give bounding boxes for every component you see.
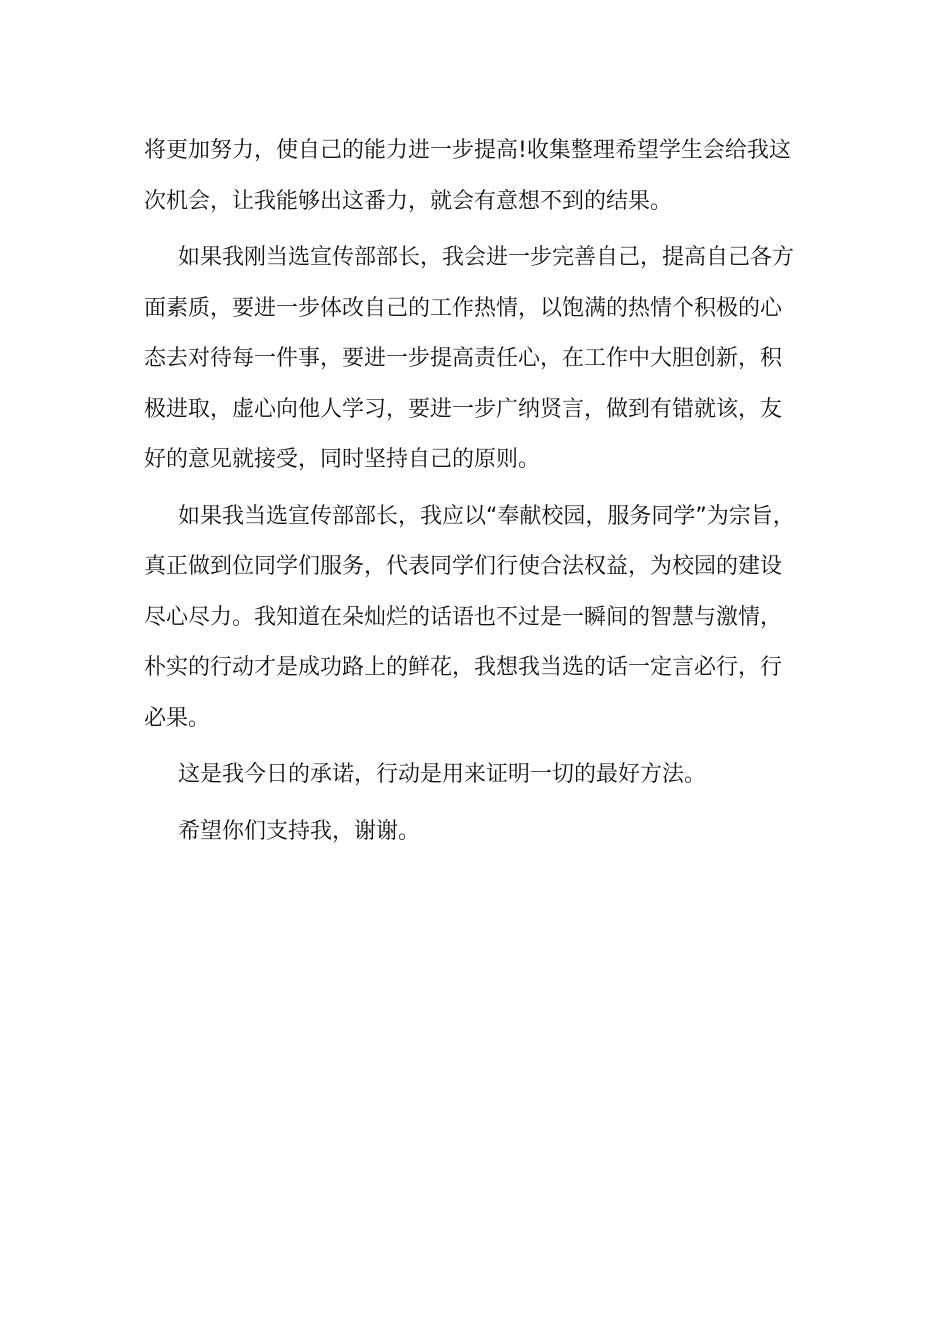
text-line: 态去对待每一件事，要进一步提高责任心，在工作中大胆创新，积: [144, 346, 783, 371]
paragraph-4: [144, 750, 824, 801]
paragraph-2: [144, 233, 824, 486]
text-line: 真正做到位同学们服务，代表同学们行使合法权益，为校园的建设: [144, 554, 783, 579]
text-line: 必果。: [144, 705, 211, 731]
document-body: [144, 126, 824, 863]
text-line: 面素质，要进一步体改自己的工作热情，以饱满的热情个积极的心: [144, 295, 783, 321]
text-line: 尽心尽力。我知道在朵灿烂的话语也不过是一瞬间的智慧与激情，: [144, 604, 783, 630]
text-line: 希望你们支持我，谢谢。: [178, 818, 421, 844]
text-line: 朴实的行动才是成功路上的鲜花，我想我当选的话一定言必行，行: [144, 655, 783, 680]
text-line: 这是我今日的承诺，行动是用来证明一切的最好方法。: [178, 762, 707, 787]
paragraph-1: [144, 126, 824, 227]
text-line: 极进取，虚心向他人学习，要进一步广纳贤言，做到有错就该，友: [144, 396, 783, 422]
text-line: 次机会，让我能够出这番力，就会有意想不到的结果。: [144, 188, 673, 214]
text-line: 将更加努力，使自己的能力进一步提高!收集整理希望学生会给我这: [144, 138, 791, 163]
text-line: 如果我刚当选宣传部部长，我会进一步完善自己，提高自己各方: [178, 245, 795, 270]
text-line: 好的意见就接受，同时坚持自己的原则。: [144, 447, 541, 472]
text-line: 如果我当选宣传部部长，我应以“奉献校园，服务同学”为宗旨，: [178, 503, 795, 529]
paragraph-5: [144, 807, 824, 858]
paragraph-3: [144, 492, 824, 745]
